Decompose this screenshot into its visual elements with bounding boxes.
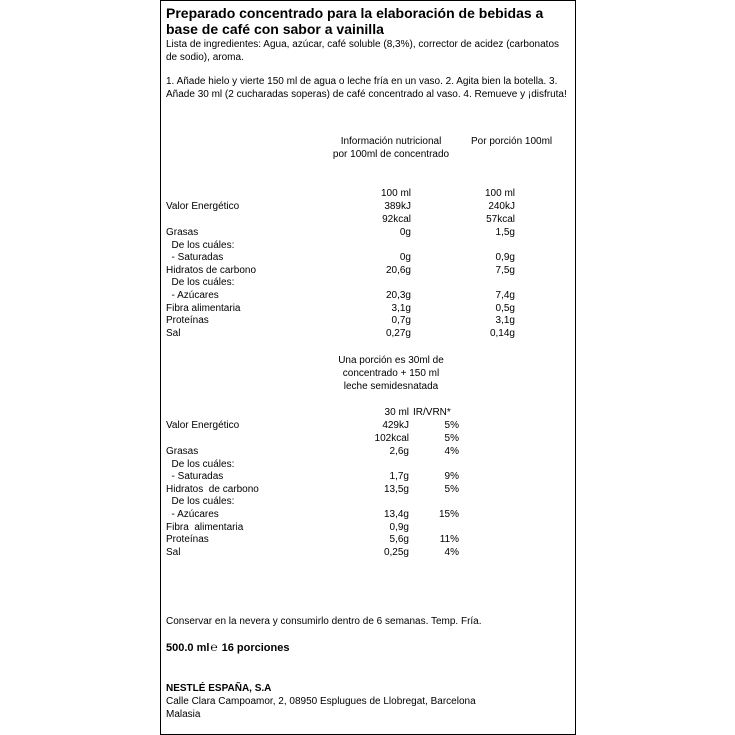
table1-row-value-portion: 7,5g bbox=[495, 265, 515, 276]
table1-row-value-100ml: 3,1g bbox=[391, 303, 411, 314]
table1-row-value-portion: 0,14g bbox=[489, 328, 515, 339]
product-label bbox=[160, 0, 576, 735]
table2-row-ir-percent: 11% bbox=[439, 534, 459, 545]
table1-row-value-100ml: 20,3g bbox=[385, 290, 411, 301]
estimated-sign-icon: ℮ bbox=[210, 640, 218, 654]
table1-energy-kj-1: 389kJ bbox=[384, 201, 411, 212]
table2-row-value: 2,6g bbox=[389, 446, 409, 457]
table2-row-label: Fibra alimentaria bbox=[166, 522, 244, 533]
table1-row-value-portion: 7,4g bbox=[495, 290, 515, 301]
table1-row-label: Hidratos de carbono bbox=[166, 265, 257, 276]
table2-row-label: - Azúcares bbox=[166, 509, 219, 520]
portion-note-line1: Una porción es 30ml de bbox=[338, 355, 444, 366]
table1-row-label: Proteínas bbox=[166, 315, 209, 326]
product-title: Preparado concentrado para la elaboración de bebidas a base de café con sabor a vainilla bbox=[166, 5, 544, 37]
table1-col1-header-line1: Información nutricional bbox=[340, 136, 442, 147]
preparation-instructions: 1. Añade hielo y vierte 150 ml de agua o leche fría en un vaso. 2. Agita bien la botella. 3. Añade 30 ml (2 cucharadas soperas) de café concentrado al vaso. 4. Remueve y ¡disfruta! bbox=[166, 76, 567, 100]
quantity-value: 500.0 ml bbox=[166, 642, 210, 654]
portions-count: 16 porciones bbox=[221, 642, 290, 654]
table2-row-ir-percent: 9% bbox=[444, 471, 459, 482]
table2-row-value: 1,7g bbox=[389, 471, 409, 482]
table2-row-label: - Saturadas bbox=[166, 471, 224, 482]
table1-row-value-portion: 0,9g bbox=[495, 252, 515, 263]
table1-row-label: Sal bbox=[166, 328, 181, 339]
table2-energy-kcal: 102kcal bbox=[374, 433, 409, 444]
table2-row-label: Hidratos de carbono bbox=[166, 484, 259, 495]
table2-row-label: Sal bbox=[166, 547, 181, 558]
table1-row-label: - Azúcares bbox=[166, 290, 219, 301]
table1-row-value-100ml: 20,6g bbox=[385, 265, 411, 276]
table2-row-ir-percent: 15% bbox=[438, 509, 459, 520]
table1-row-label: De los cuáles: bbox=[166, 240, 235, 251]
table2-energy-label: Valor Energético bbox=[166, 420, 240, 431]
table1-row-value-portion: 0,5g bbox=[495, 303, 515, 314]
portion-note-line2: concentrado + 150 ml bbox=[342, 368, 440, 379]
table2-energy-kj: 429kJ bbox=[382, 420, 409, 431]
table1-energy-label: Valor Energético bbox=[166, 201, 240, 212]
table2-unit: 30 ml bbox=[384, 407, 409, 418]
table2-energy-kj-pct: 5% bbox=[444, 420, 459, 431]
table1-row-value-100ml: 0g bbox=[399, 227, 411, 238]
table1-row-value-100ml: 0g bbox=[399, 252, 411, 263]
table2-row-value: 5,6g bbox=[389, 534, 409, 545]
table2-row-label: Proteínas bbox=[166, 534, 209, 545]
table1-row-value-100ml: 0,7g bbox=[391, 315, 411, 326]
table1-row-label: Grasas bbox=[166, 227, 199, 238]
company-name: NESTLÉ ESPAÑA, S.A bbox=[166, 683, 272, 694]
table1-energy-kcal-1: 92kcal bbox=[382, 214, 411, 225]
table1-col1-header-line2: por 100ml de concentrado bbox=[332, 149, 450, 160]
table2-row-value: 0,25g bbox=[383, 547, 409, 558]
table2-energy-kcal-pct: 5% bbox=[444, 433, 459, 444]
table2-row-ir-percent: 4% bbox=[444, 446, 459, 457]
table1-col1-unit: 100 ml bbox=[380, 188, 411, 199]
ingredients-list: Lista de ingredientes: Agua, azúcar, café soluble (8,3%), corrector de acidez (carbonatos de sodio), aroma. bbox=[166, 39, 560, 63]
portion-note-line3: leche semidesnatada bbox=[343, 381, 439, 392]
table1-energy-kcal-2: 57kcal bbox=[486, 214, 515, 225]
table2-row-value: 13,5g bbox=[383, 484, 409, 495]
table2-row-label: Grasas bbox=[166, 446, 199, 457]
table1-row-label: - Saturadas bbox=[166, 252, 224, 263]
table2-row-value: 13,4g bbox=[383, 509, 409, 520]
table2-row-ir-percent: 4% bbox=[444, 547, 459, 558]
table1-row-label: De los cuáles: bbox=[166, 277, 235, 288]
table2-row-label: De los cuáles: bbox=[166, 496, 235, 507]
company-address: Calle Clara Campoamor, 2, 08950 Esplugues de Llobregat, Barcelona bbox=[166, 696, 476, 707]
table2-row-ir-percent: 5% bbox=[444, 484, 459, 495]
net-quantity bbox=[166, 641, 289, 655]
table1-row-label: Fibra alimentaria bbox=[166, 303, 241, 314]
table1-col2-header: Por porción 100ml bbox=[471, 136, 553, 147]
table1-col2-unit: 100 ml bbox=[484, 188, 515, 199]
table2-row-value: 0,9g bbox=[389, 522, 409, 533]
table2-ir-header: IR/VRN* bbox=[413, 407, 451, 418]
country-of-origin: Malasia bbox=[166, 709, 201, 720]
storage-instructions: Conservar en la nevera y consumirlo dentro de 6 semanas. Temp. Fría. bbox=[166, 616, 482, 627]
table1-row-value-100ml: 0,27g bbox=[385, 328, 411, 339]
table2-row-label: De los cuáles: bbox=[166, 459, 235, 470]
table1-energy-kj-2: 240kJ bbox=[488, 201, 515, 212]
table1-row-value-portion: 3,1g bbox=[495, 315, 515, 326]
table1-row-value-portion: 1,5g bbox=[495, 227, 515, 238]
